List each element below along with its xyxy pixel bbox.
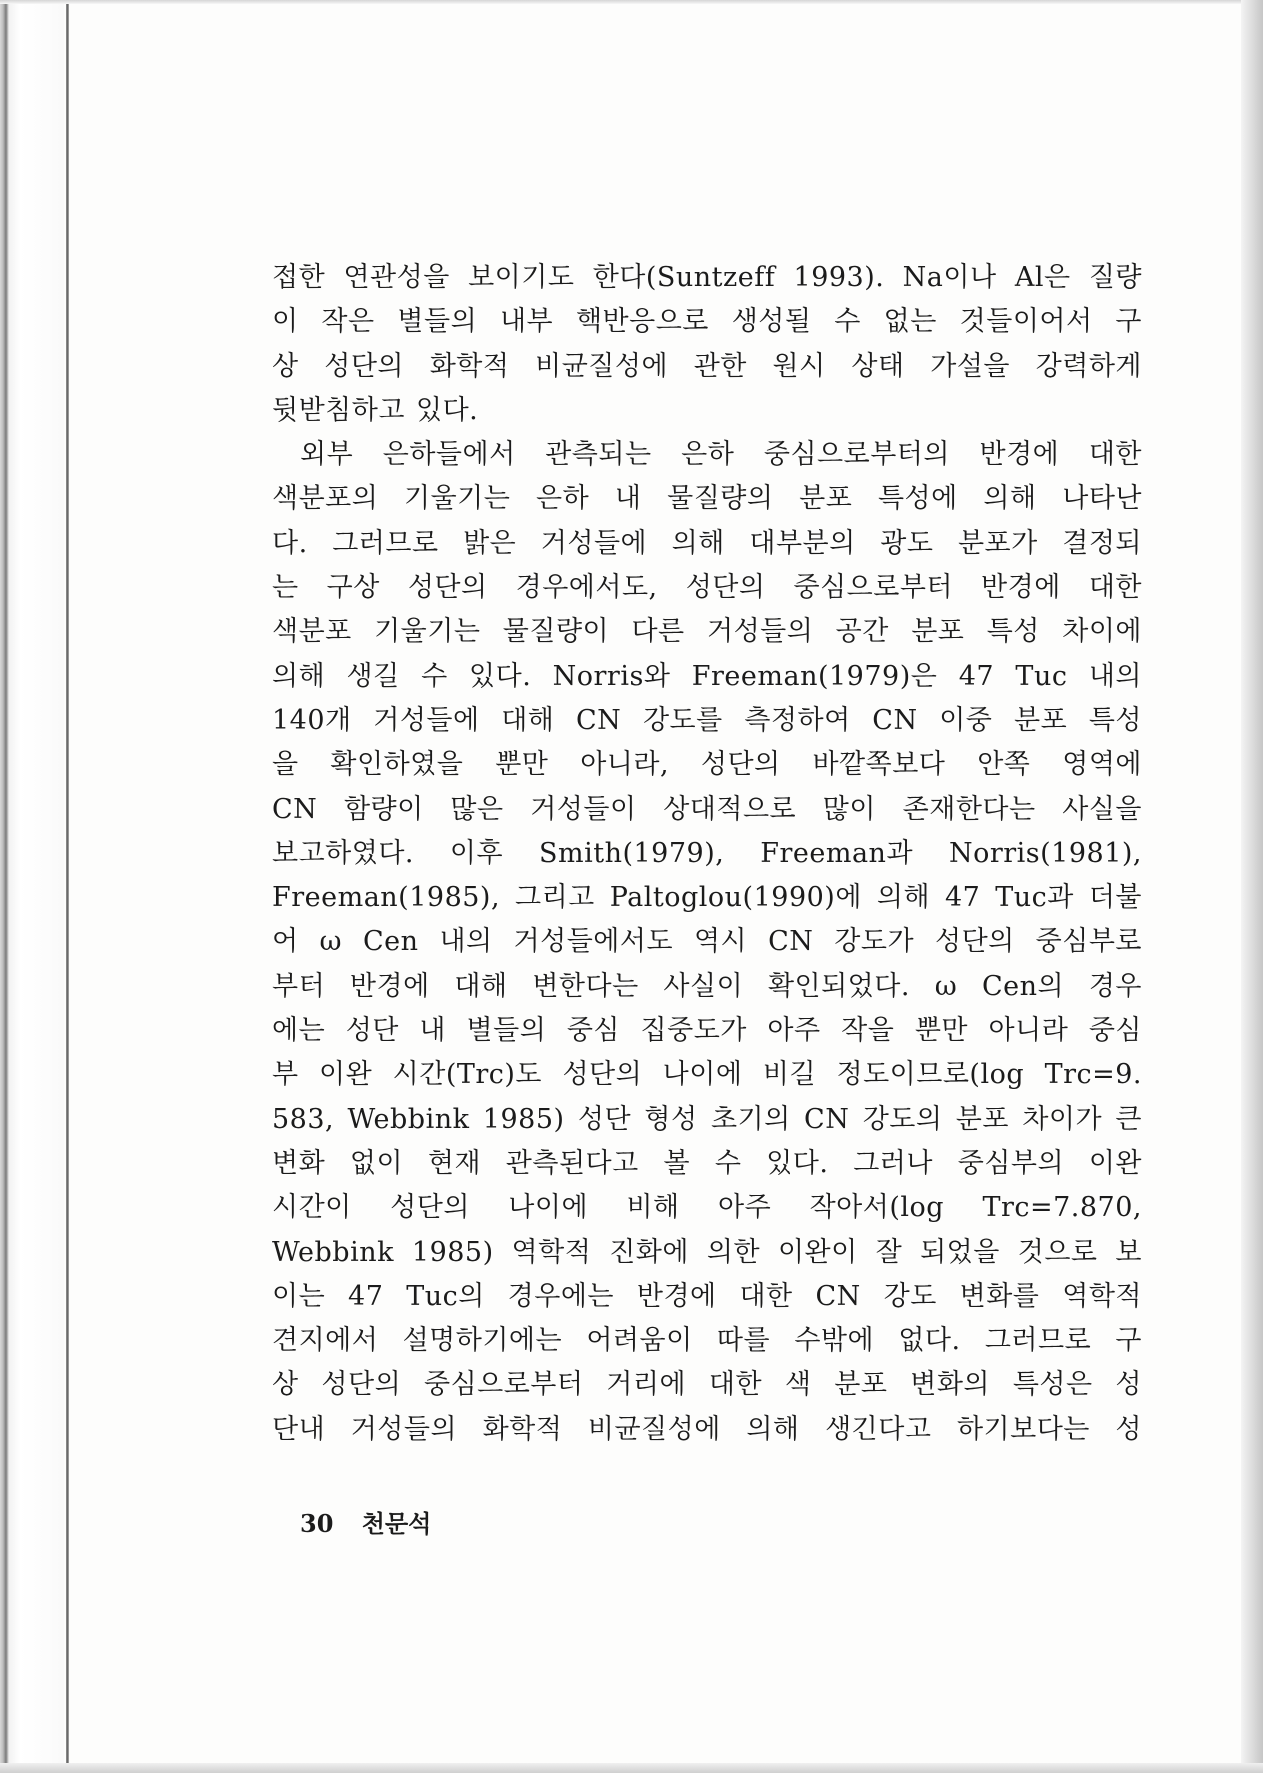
text-line: 변화 없이 현재 관측된다고 볼 수 있다. 그러나 중심부의 이완 xyxy=(272,1147,1142,1179)
text-line: 의해 생길 수 있다. Norris와 Freeman(1979)은 47 Tuc 내의 xyxy=(272,660,1142,692)
page-top-edge xyxy=(0,0,1263,4)
text-line: CN 함량이 많은 거성들이 상대적으로 많이 존재한다는 사실을 xyxy=(272,793,1142,825)
text-line: 상 성단의 중심으로부터 거리에 대한 색 분포 변화의 특성은 성 xyxy=(272,1369,1142,1401)
text-line: 583, Webbink 1985) 성단 형성 초기의 CN 강도의 분포 차이가 큰 xyxy=(272,1103,1142,1135)
text-line: 부 이완 시간(Trc)도 성단의 나이에 비길 정도이므로(log Trc=9. xyxy=(272,1059,1142,1091)
text-line: 부터 반경에 대해 변한다는 사실이 확인되었다. ω Cen의 경우 xyxy=(272,970,1142,1002)
text-line: 는 구상 성단의 경우에서도, 성단의 중심으로부터 반경에 대한 xyxy=(272,572,1142,604)
text-line: 보고하였다. 이후 Smith(1979), Freeman과 Norris(1981), xyxy=(272,837,1142,869)
text-line: 140개 거성들에 대해 CN 강도를 측정하여 CN 이중 분포 특성 xyxy=(272,704,1142,736)
text-line: 단내 거성들의 화학적 비균질성에 의해 생긴다고 하기보다는 성 xyxy=(272,1413,1142,1445)
text-line: Freeman(1985), 그리고 Paltoglou(1990)에 의해 47 Tuc과 더불 xyxy=(272,882,1142,914)
book-gutter xyxy=(0,0,64,1773)
body-text xyxy=(272,256,1142,1452)
text-line: 색분포 기울기는 물질량이 다른 거성들의 공간 분포 특성 차이에 xyxy=(272,616,1142,648)
text-line: 외부 은하들에서 관측되는 은하 중심으로부터의 반경에 대한 xyxy=(300,439,1142,471)
text-line: 상 성단의 화학적 비균질성에 관한 원시 상태 가설을 강력하게 xyxy=(272,350,1142,382)
text-line: 이는 47 Tuc의 경우에는 반경에 대한 CN 강도 변화를 역학적 xyxy=(272,1280,1142,1312)
text-line: 다. 그러므로 밝은 거성들에 의해 대부분의 광도 분포가 결정되 xyxy=(272,527,1142,559)
text-line: 이 작은 별들의 내부 핵반응으로 생성될 수 없는 것들이어서 구 xyxy=(272,306,1142,338)
text-line: 뒷받침하고 있다. xyxy=(272,394,479,426)
page-number: 30 xyxy=(300,1509,334,1538)
text-line: Webbink 1985) 역학적 진화에 의한 이완이 잘 되었을 것으로 보 xyxy=(272,1236,1142,1268)
text-line: 을 확인하였을 뿐만 아니라, 성단의 바깥쪽보다 안쪽 영역에 xyxy=(272,749,1142,781)
page-footer xyxy=(300,1504,431,1539)
text-line: 시간이 성단의 나이에 비해 아주 작아서(log Trc=7.870, xyxy=(272,1192,1142,1224)
journal-name: 천문석 xyxy=(361,1509,432,1538)
page-bottom-edge xyxy=(0,1763,1263,1773)
text-line: 색분포의 기울기는 은하 내 물질량의 분포 특성에 의해 나타난 xyxy=(272,483,1142,515)
page-right-edge xyxy=(1241,0,1263,1773)
text-line: 견지에서 설명하기에는 어려움이 따를 수밖에 없다. 그러므로 구 xyxy=(272,1325,1142,1357)
text-line: 어 ω Cen 내의 거성들에서도 역시 CN 강도가 성단의 중심부로 xyxy=(272,926,1142,958)
text-line: 접한 연관성을 보이기도 한다(Suntzeff 1993). Na이나 Al은 질량 xyxy=(272,262,1142,293)
binding-edge xyxy=(66,0,69,1773)
text-line: 에는 성단 내 별들의 중심 집중도가 아주 작을 뿐만 아니라 중심 xyxy=(272,1015,1142,1047)
